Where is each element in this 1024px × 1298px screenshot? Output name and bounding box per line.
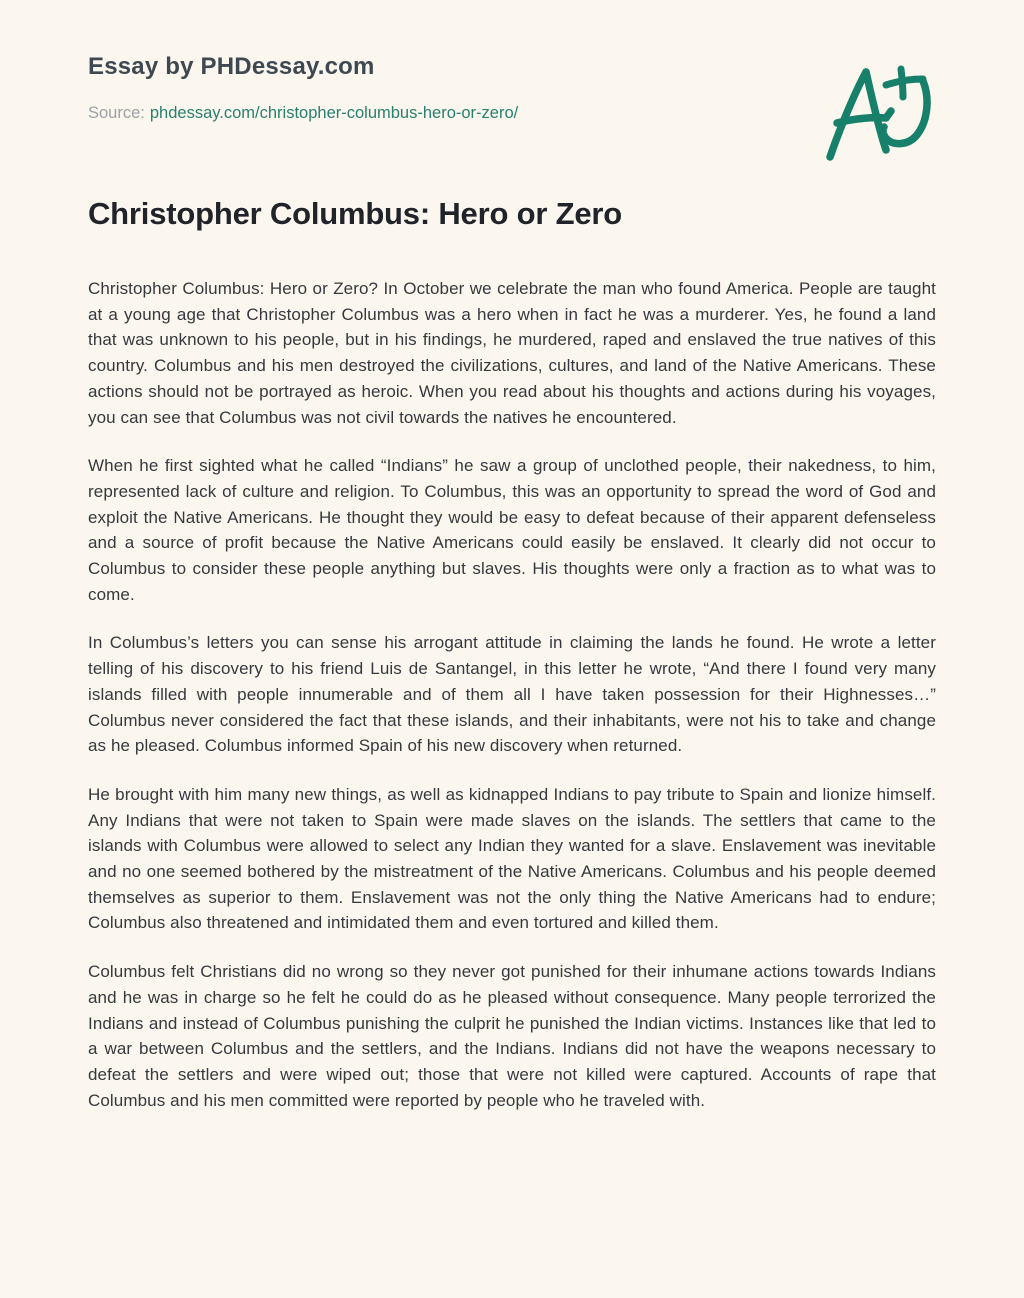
essay-paragraph-5: Columbus felt Christians did no wrong so they never got punished for their inhumane actions towards Indians and he was in charge so he felt he could do as he pleased without consequence. Many people terrorized the Indians and instead of Columbus punishing the culprit he punished the Indian victims. Instances like that led to a war between Columbus and the settlers, and the Indians. Indians did not have the weapons necessary to defeat the settlers and were wiped out; those that were not killed were captured. Accounts of rape that Columbus and his men committed were reported by people who he traveled with. (88, 962, 936, 1110)
essay-body (88, 276, 936, 1113)
source-line (88, 103, 936, 123)
aplus-logo (822, 50, 942, 170)
a-plus-icon (822, 50, 942, 170)
essay-paragraph-1: Christopher Columbus: Hero or Zero? In October we celebrate the man who found America. People are taught at a young age that Christopher Columbus was a hero when in fact he was a murderer. Yes, he found a land that was unknown to his people, but in his findings, he murdered, raped and enslaved the true natives of this country. Columbus and his men destroyed the civilizations, cultures, and land of the Native Americans. These actions should not be portrayed as heroic. When you read about his thoughts and actions during his voyages, you can see that Columbus was not civil towards the natives he encountered. (88, 279, 936, 427)
header (88, 52, 936, 123)
essay-paragraph-3: In Columbus’s letters you can sense his arrogant attitude in claiming the lands he found. He wrote a letter telling of his discovery to his friend Luis de Santangel, in this letter he wrote, “And there I found very many islands filled with people innumerable and of them all I have taken possession for their Highnesses…” Columbus never considered the fact that these islands, and their inhabitants, were not his to take and change as he pleased. Columbus informed Spain of his new discovery when returned. (88, 633, 936, 756)
essay-paragraph-2: When he first sighted what he called “Indians” he saw a group of unclothed people, their nakedness, to him, represented lack of culture and religion. To Columbus, this was an opportunity to spread the word of God and exploit the Native Americans. He thought they would be easy to defeat because of their apparent defenseless and a source of profit because the Native Americans could easily be enslaved. It clearly did not occur to Columbus to consider these people anything but slaves. His thoughts were only a fraction as to what was to come. (88, 456, 936, 604)
essay-title: Christopher Columbus: Hero or Zero (88, 196, 623, 231)
essay-paragraph-4: He brought with him many new things, as well as kidnapped Indians to pay tribute to Spain and lionize himself. Any Indians that were not taken to Spain were made slaves on the islands. The settlers that came to the islands with Columbus were allowed to select any Indian they wanted for a slave. Enslavement was inevitable and no one seemed bothered by the mistreatment of the Native Americans. Columbus and his people deemed themselves as superior to them. Enslavement was not the only thing the Native Americans had to endure; Columbus also threatened and intimidated them and even tortured and killed them. (88, 784, 936, 933)
source-link[interactable]: phdessay.com/christopher-columbus-hero-or-zero/ (149, 104, 519, 122)
source-prefix-label: Source: (88, 104, 145, 122)
site-label: Essay by PHDessay.com (88, 53, 375, 80)
